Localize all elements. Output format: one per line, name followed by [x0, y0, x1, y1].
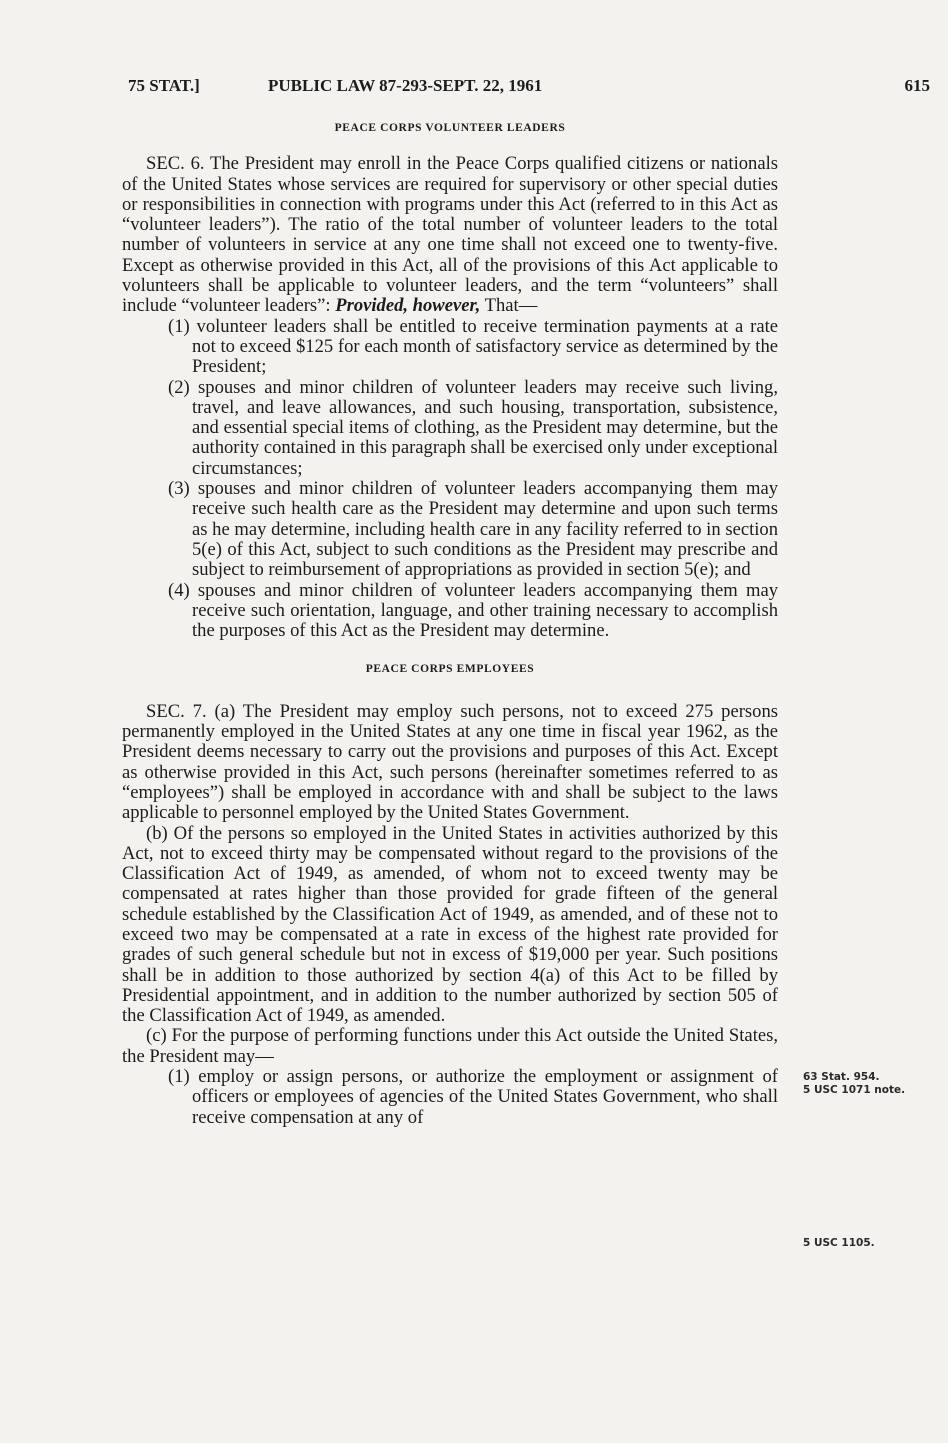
section-7-heading: PEACE CORPS EMPLOYEES: [365, 663, 535, 676]
section-6-item-1: (1) volunteer leaders shall be entitled to receive termination payments at a rate not to exceed $125 for each month of satisfactory service as determined by the President;: [168, 315, 778, 378]
statute-volume: 75 STAT.]: [128, 76, 200, 95]
section-6-item-2: (2) spouses and minor children of volunteer leaders may receive such living, travel, and leave allowances, and such housing, transportation, subsistence, and essential special items of clothing, as the President may determine, but the authority contained in this paragraph shall be exercised only under exceptional circumstances;: [168, 376, 778, 479]
section-7-item-c1: (1) employ or assign persons, or authorize the employment or assignment of officers or employees of agencies of the United States Government, who shall receive compensation at any of: [168, 1066, 778, 1128]
section-7-para-a-text: (a) The President may employ such persons, not to exceed 275 persons permanently employed in the United States at any one time in fiscal year 1962, as the President deems necessary to carry out the provisions and purposes of this Act. Except as otherwise provided in this Act, such persons (hereinafter sometimes referred to as “employees”) shall be employed in accordance with and shall be subject to the laws applicable to personnel employed by the United States Government.: [122, 700, 778, 824]
section-7-para-b: (b) Of the persons so employed in the United States in activities authorized by this Act, not to exceed thirty may be compensated without regard to the provisions of the Classification Act of 1949, as amended, of whom not to exceed twenty may be compensated at rates higher than those provided for grade fifteen of the general schedule established by the Classification Act of 1949, as amended, and of these not to exceed two may be compensated at a rate in excess of the highest rate provided for grades of such general schedule but not in excess of $19,000 per year. Such positions shall be in addition to those authorized by section 4(a) of this Act to be filled by Presidential appointment, and in addition to the number authorized by section 505 of the Classification Act of 1949, as amended.: [122, 822, 778, 1027]
section-6-intro: [122, 154, 778, 316]
section-6-intro-tail: That—: [480, 295, 538, 317]
page-number: 615: [904, 76, 930, 95]
section-7-para-c: (c) For the purpose of performing functions under this Act outside the United States, the President may—: [122, 1025, 778, 1067]
body-text-column: [122, 118, 778, 1128]
page-header: [0, 72, 948, 102]
running-title: PUBLIC LAW 87-293-SEPT. 22, 1961: [268, 76, 543, 95]
margin-note-5-usc-1105: 5 USC 1105.: [803, 1237, 875, 1249]
proviso-text: Provided, however,: [335, 295, 481, 317]
section-6-label: SEC. 6.: [146, 153, 205, 175]
margin-note-63-stat-line2: 5 USC 1071 note.: [803, 1084, 906, 1096]
margin-note-63-stat: [803, 1071, 905, 1097]
section-6-heading: PEACE CORPS VOLUNTEER LEADERS: [334, 122, 566, 134]
section-6-intro-text: The President may enroll in the Peace Corps qualified citizens or nationals of the United States whose services are required for supervisory or other special duties or responsibilities in connection with programs under this Act (referred to in this Act as “volunteer leaders”). The ratio of the total number of volunteer leaders to the total number of volunteers in service at any one time shall not exceed one to twenty-five. Except as otherwise provided in this Act, all of the provisions of this Act applicable to volunteers shall be applicable to volunteer leaders, and the term “volunteers” shall include “volunteer leaders”:: [122, 153, 779, 317]
section-6-item-3: (3) spouses and minor children of volunteer leaders accompanying them may receive such health care as the President may determine and upon such terms as he may determine, including health care in any facility referred to in section 5(e) of this Act, subject to such conditions as the President may prescribe and subject to reimbursement of appropriations as provided in section 5(e); and: [168, 478, 778, 581]
section-6-item-4: (4) spouses and minor children of volunteer leaders accompanying them may receive such orientation, language, and other training necessary to accomplish the purposes of this Act as the President may determine.: [168, 579, 778, 642]
section-7-para-a: [122, 702, 778, 824]
margin-note-63-stat-line1: 63 Stat. 954.: [803, 1071, 880, 1083]
section-7-label: SEC. 7.: [146, 700, 207, 722]
